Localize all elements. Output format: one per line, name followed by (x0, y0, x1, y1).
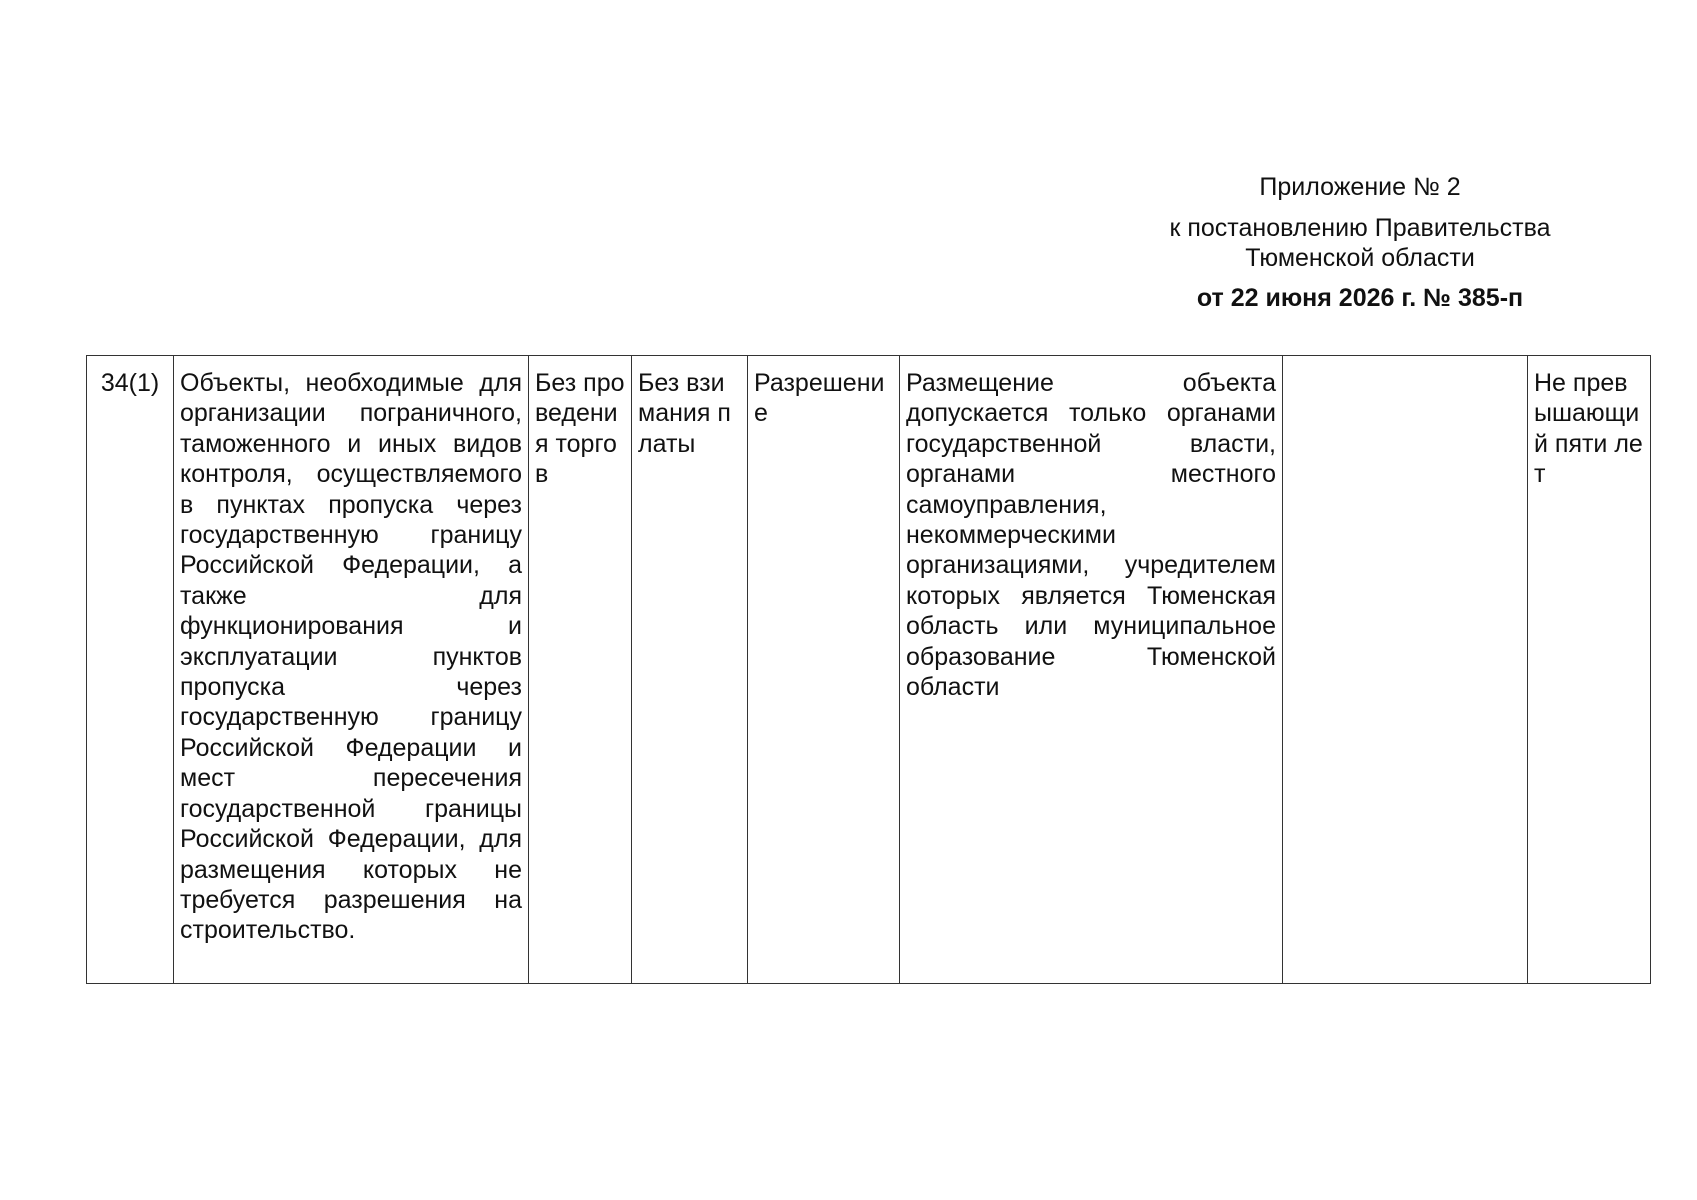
decree-date: от 22 июня 2026 г. № 385-п (1196, 284, 1524, 312)
table-row (87, 356, 1651, 984)
document-cell: Разрешение (748, 356, 900, 984)
decree-reference-line2: Тюменской области (1245, 244, 1475, 272)
term-cell: Не превышающий пяти лет (1528, 356, 1651, 984)
fee-cell: Без взимания платы (632, 356, 748, 984)
empty-cell (1283, 356, 1528, 984)
row-number-cell: 34(1) (87, 356, 174, 984)
appendix-title: Приложение № 2 (1259, 173, 1461, 201)
objects-cell: Объекты, необходимые для организации пограничного, таможенного и иных видов контроля, осуществляемого в пунктах пропуска через государственную границу Российской Федерации, а также для функционирования и эксплуатации пунктов пропуска через государственную границу Российской Федерации и мест пересечения государственной границы Российской Федерации, для размещения которых не требуется разрешения на строительство. (174, 356, 529, 984)
appendix-header (1130, 172, 1590, 313)
land-use-table (86, 355, 1651, 984)
conditions-cell: Размещение объекта допускается только органами государственной власти, органами местного самоуправления, некоммерческими организациями, учредителем которых является Тюменская область или муниципальное образование Тюменской области (900, 356, 1283, 984)
bidding-cell: Без проведения торгов (529, 356, 632, 984)
decree-reference-line1: к постановлению Правительства (1169, 214, 1551, 242)
